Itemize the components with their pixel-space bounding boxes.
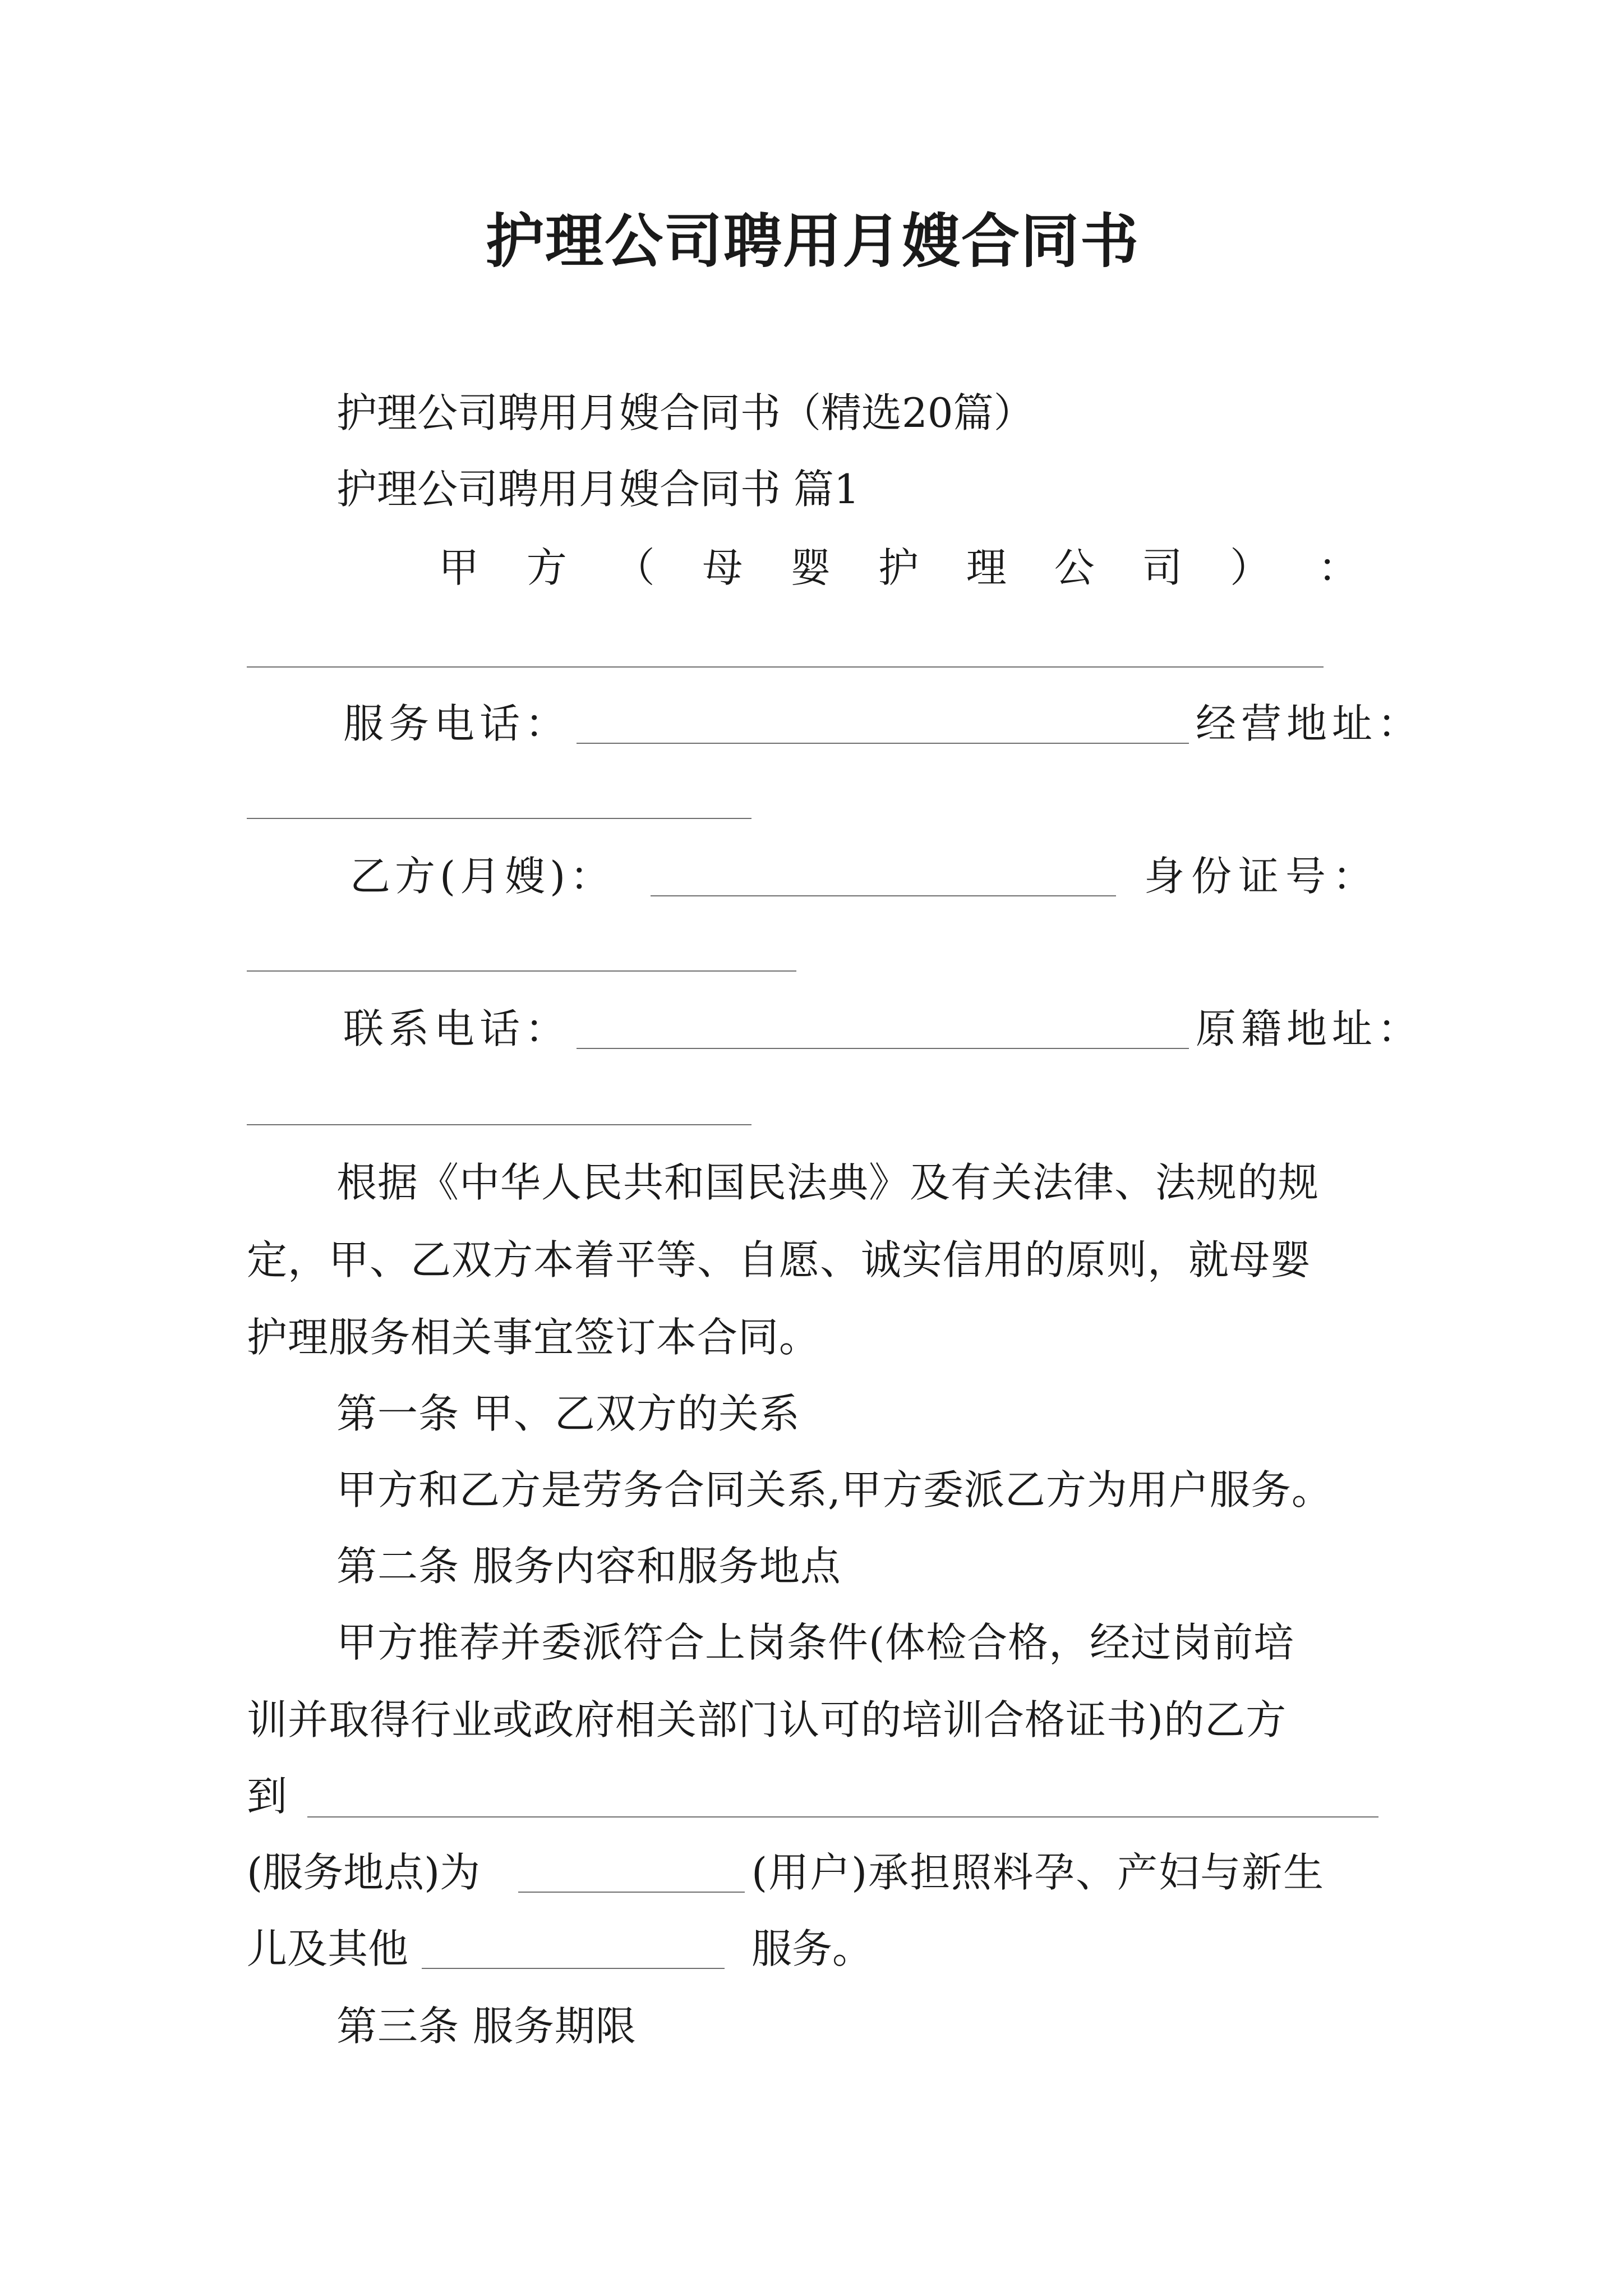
clause-2-line: 甲方推荐并委派符合上岗条件(体检合格，经过岗前培	[336, 1619, 1295, 1666]
clause-2-line: 训并取得行业或政府相关部门认可的培训合格证书)的乙方	[247, 1696, 1287, 1743]
id-number-blank	[247, 970, 796, 972]
client-name-blank	[518, 1892, 745, 1893]
clause-3-heading: 第三条 服务期限	[336, 2003, 637, 2050]
party-b-label: 乙方(月嫂)：	[350, 853, 615, 900]
contact-phone-label: 联系电话：	[343, 1005, 571, 1052]
service-phone-blank	[577, 743, 1189, 744]
party-a-char: 甲	[439, 544, 479, 591]
party-a-char: 母	[702, 544, 743, 591]
party-a-blank	[247, 666, 1324, 668]
article-heading: 护理公司聘用月嫂合同书 篇1	[336, 466, 860, 513]
party-a-char: 公	[1054, 544, 1095, 591]
intro-paragraph-line: 定，甲、乙双方本着平等、自愿、诚实信用的原则，就母婴	[247, 1236, 1312, 1283]
service-phone-label: 服务电话：	[343, 700, 571, 747]
clause-2-line: (用户)承担照料孕、产妇与新生	[751, 1849, 1325, 1896]
clause-1-heading: 第一条 甲、乙双方的关系	[336, 1390, 800, 1437]
clause-1-text: 甲方和乙方是劳务合同关系,甲方委派乙方为用户服务。	[336, 1466, 1332, 1513]
business-address-label: 经营地址：	[1196, 700, 1423, 747]
clause-2-line: 服务。	[751, 1925, 873, 1972]
party-a-char: 婴	[790, 544, 831, 591]
party-a-char: 理	[966, 544, 1007, 591]
document-title: 护理公司聘用月嫂合同书	[486, 206, 1140, 275]
id-number-label: 身份证号：	[1144, 853, 1380, 900]
party-a-char: ：	[1317, 544, 1358, 591]
service-location-blank	[307, 1816, 1378, 1818]
native-address-blank	[247, 1124, 751, 1125]
intro-paragraph-line: 护理服务相关事宜签订本合同。	[247, 1314, 820, 1361]
party-a-char: 司	[1142, 544, 1183, 591]
clause-2-line: 儿及其他	[247, 1925, 409, 1972]
native-address-label: 原籍地址：	[1196, 1005, 1423, 1052]
other-services-blank	[422, 1968, 725, 1969]
business-address-blank	[247, 818, 751, 819]
intro-paragraph-line: 根据《中华人民共和国民法典》及有关法律、法规的规	[336, 1159, 1320, 1206]
party-a-char: （	[614, 544, 655, 591]
party-a-label	[439, 544, 1358, 591]
party-a-char: 方	[526, 544, 567, 591]
party-b-blank	[651, 895, 1116, 896]
clause-2-heading: 第二条 服务内容和服务地点	[336, 1543, 841, 1590]
subtitle: 护理公司聘用月嫂合同书（精选20篇）	[336, 389, 1034, 436]
contact-phone-blank	[577, 1048, 1189, 1049]
clause-2-line: (服务地点)为	[247, 1849, 481, 1896]
party-a-char: 护	[878, 544, 919, 591]
party-a-char: ）	[1230, 544, 1271, 591]
clause-2-line: 到	[247, 1773, 288, 1820]
